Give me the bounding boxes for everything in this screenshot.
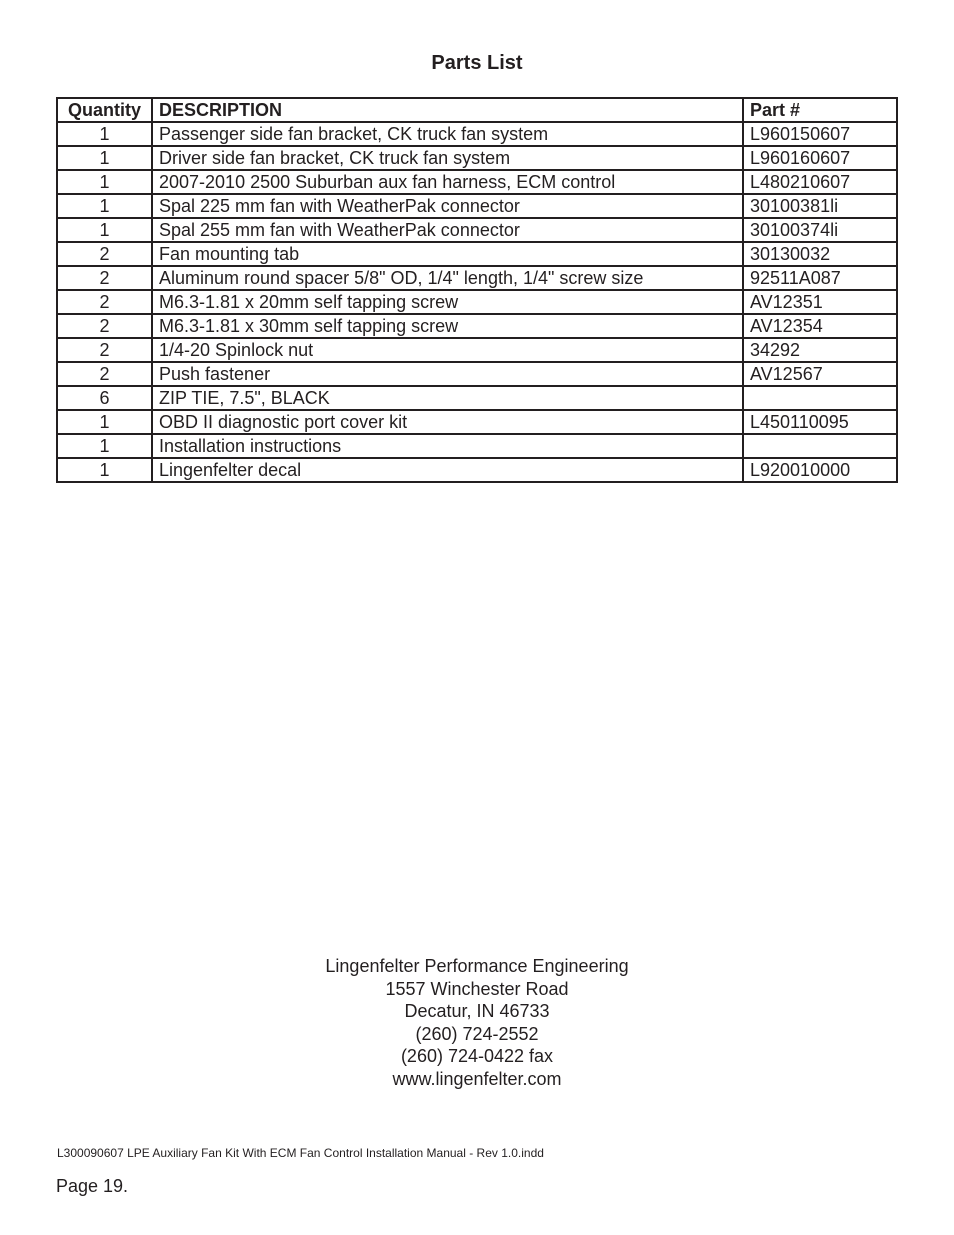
row-part-number: 30100381li	[743, 194, 897, 218]
parts-table	[56, 97, 898, 483]
row-quantity: 1	[57, 218, 152, 242]
row-part-number: L920010000	[743, 458, 897, 482]
row-description: Spal 225 mm fan with WeatherPak connector	[152, 194, 743, 218]
row-quantity: 2	[57, 266, 152, 290]
row-part-number	[743, 386, 897, 410]
table-row	[57, 410, 897, 434]
table-row	[57, 458, 897, 482]
fax-number: (260) 724-0422 fax	[400, 1046, 554, 1066]
table-row	[57, 218, 897, 242]
header-part-number: Part #	[743, 98, 897, 122]
row-part-number: 30100374li	[743, 218, 897, 242]
company-address-block	[0, 955, 954, 1090]
row-description: Passenger side fan bracket, CK truck fan system	[152, 122, 743, 146]
row-part-number: 34292	[743, 338, 897, 362]
row-part-number: L960160607	[743, 146, 897, 170]
row-description: Fan mounting tab	[152, 242, 743, 266]
row-quantity: 2	[57, 314, 152, 338]
row-part-number: 30130032	[743, 242, 897, 266]
row-description: Installation instructions	[152, 434, 743, 458]
page-title: Parts List	[431, 52, 523, 74]
row-quantity: 1	[57, 170, 152, 194]
table-header-row	[57, 98, 897, 122]
website: www.lingenfelter.com	[392, 1068, 562, 1089]
row-description: M6.3-1.81 x 20mm self tapping screw	[152, 290, 743, 314]
row-quantity: 1	[57, 194, 152, 218]
row-quantity: 2	[57, 338, 152, 362]
table-row	[57, 362, 897, 386]
table-row	[57, 146, 897, 170]
city-state-zip: Decatur, IN 46733	[404, 1001, 550, 1021]
row-part-number: 92511A087	[743, 266, 897, 290]
table-row	[57, 434, 897, 458]
row-description: 1/4-20 Spinlock nut	[152, 338, 743, 362]
table-row	[57, 386, 897, 410]
company-name: Lingenfelter Performance Engineering	[325, 956, 629, 976]
row-quantity: 2	[57, 242, 152, 266]
row-quantity: 1	[57, 122, 152, 146]
table-row	[57, 122, 897, 146]
row-part-number: AV12351	[743, 290, 897, 314]
row-quantity: 6	[57, 386, 152, 410]
street-address: 1557 Winchester Road	[385, 978, 569, 999]
table-row	[57, 170, 897, 194]
row-description: 2007-2010 2500 Suburban aux fan harness, ECM control	[152, 170, 743, 194]
row-quantity: 2	[57, 290, 152, 314]
row-part-number: L960150607	[743, 122, 897, 146]
row-description: Driver side fan bracket, CK truck fan system	[152, 146, 743, 170]
row-description: Aluminum round spacer 5/8" OD, 1/4" length, 1/4" screw size	[152, 266, 743, 290]
row-part-number: AV12567	[743, 362, 897, 386]
document-filename: L300090607 LPE Auxiliary Fan Kit With ECM Fan Control Installation Manual - Rev 1.0.indd	[57, 1146, 544, 1160]
row-quantity: 1	[57, 146, 152, 170]
row-part-number: AV12354	[743, 314, 897, 338]
row-part-number: L450110095	[743, 410, 897, 434]
page-number: Page 19.	[56, 1176, 129, 1196]
table-row	[57, 314, 897, 338]
row-description: Spal 255 mm fan with WeatherPak connector	[152, 218, 743, 242]
row-quantity: 1	[57, 434, 152, 458]
table-row	[57, 338, 897, 362]
table-row	[57, 266, 897, 290]
row-description: OBD II diagnostic port cover kit	[152, 410, 743, 434]
row-description: M6.3-1.81 x 30mm self tapping screw	[152, 314, 743, 338]
row-quantity: 1	[57, 458, 152, 482]
table-row	[57, 290, 897, 314]
phone-number: (260) 724-2552	[415, 1023, 539, 1044]
row-description: ZIP TIE, 7.5", BLACK	[152, 386, 743, 410]
row-quantity: 2	[57, 362, 152, 386]
row-quantity: 1	[57, 410, 152, 434]
table-row	[57, 242, 897, 266]
row-part-number	[743, 434, 897, 458]
table-row	[57, 194, 897, 218]
header-description: DESCRIPTION	[152, 98, 743, 122]
header-quantity: Quantity	[57, 98, 152, 122]
row-description: Lingenfelter decal	[152, 458, 743, 482]
row-part-number: L480210607	[743, 170, 897, 194]
row-description: Push fastener	[152, 362, 743, 386]
